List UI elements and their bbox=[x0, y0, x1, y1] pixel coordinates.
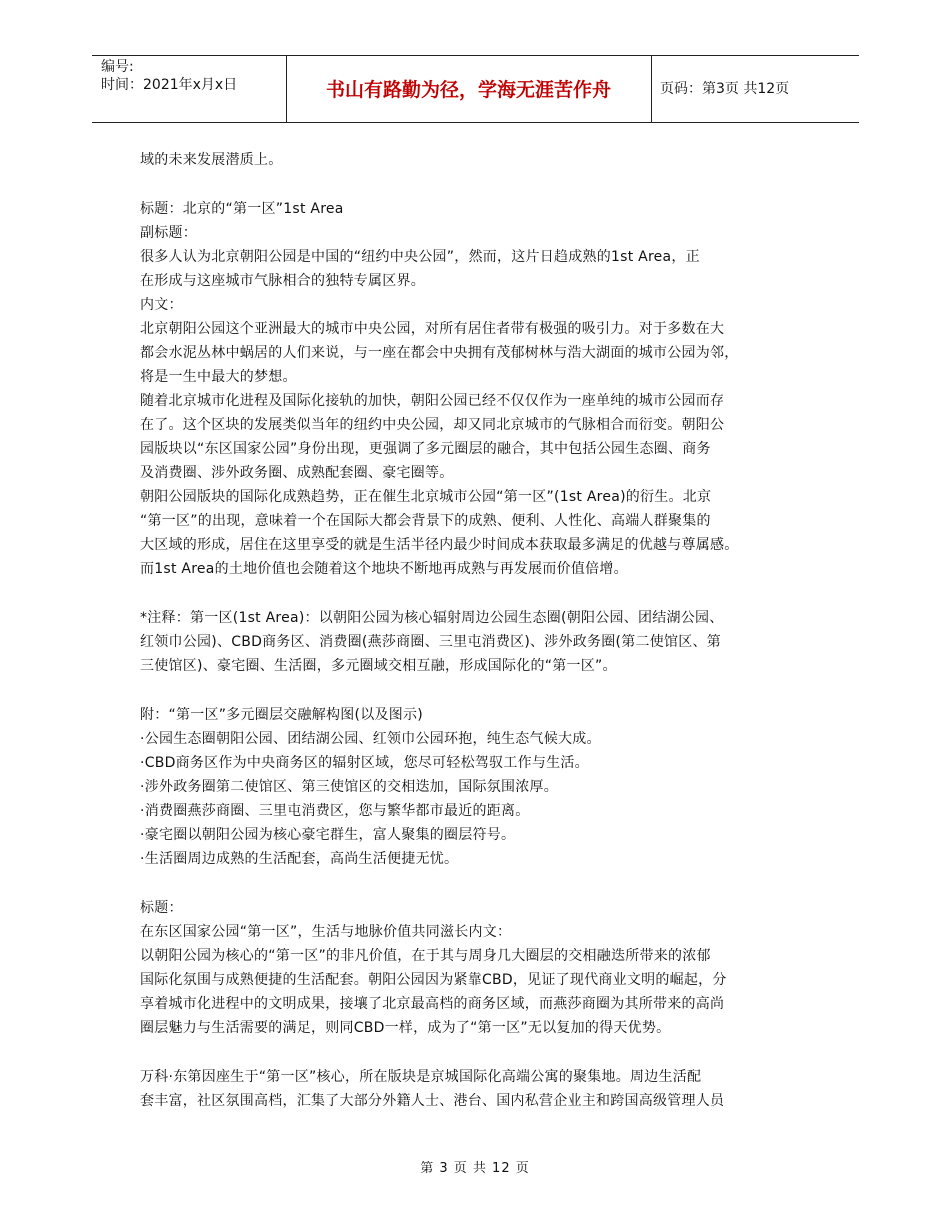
bullet-item: ·涉外政务圈第二使馆区、第三使馆区的交相迭加，国际氛围浓厚。 bbox=[140, 779, 558, 795]
annotation-line: *注释：第一区(1st Area)：以朝阳公园为核心辐射周边公园生态圈(朝阳公园、团结湖公园、 bbox=[140, 610, 724, 626]
document-time-label: 时间：2021年x月x日 bbox=[101, 77, 238, 93]
header-motto: 书山有路勤为径，学海无涯苦作舟 bbox=[325, 79, 611, 101]
body-line: 享着城市化进程中的文明成果，接壤了北京最高档的商务区域，而燕莎商圈为其所带来的高尚 bbox=[140, 996, 725, 1012]
document-number-label: 编号: bbox=[101, 59, 134, 75]
body-line: 套丰富，社区氛围高档，汇集了大部分外籍人士、港台、国内私营企业主和跨国高级管理人员 bbox=[140, 1093, 725, 1109]
bullet-item: ·生活圈周边成熟的生活配套，高尚生活便捷无忧。 bbox=[140, 851, 459, 867]
body-line: 域的未来发展潜质上。 bbox=[140, 152, 283, 168]
footer-page-number: 第 3 页 共 12 页 bbox=[420, 1161, 530, 1176]
body-line: 在形成与这座城市气脉相合的独特专属区界。 bbox=[140, 273, 425, 289]
bullet-item: ·豪宅圈以朝阳公园为核心豪宅群生，富人聚集的圈层符号。 bbox=[140, 827, 516, 843]
body-line: 在东区国家公园“第一区”，生活与地脉价值共同滋长内文： bbox=[140, 924, 512, 940]
section-title-line: 标题：北京的“第一区”1st Area bbox=[140, 201, 344, 217]
body-line: 园版块以“东区国家公园”身份出现，更强调了多元圈层的融合，其中包括公园生态圈、商务 bbox=[140, 441, 711, 457]
body-line: 很多人认为北京朝阳公园是中国的“纽约中央公园”，然而，这片日趋成熟的1st Area，正 bbox=[140, 249, 700, 265]
body-line: 都会水泥丛林中蜗居的人们来说，与一座在都会中央拥有茂郁树林与浩大湖面的城市公园为邻， bbox=[140, 345, 739, 361]
body-line: 朝阳公园版块的国际化成熟趋势，正在催生北京城市公园“第一区”(1st Area)的衍生。北京 bbox=[140, 489, 712, 505]
body-line: 随着北京城市化进程及国际化接轨的加快，朝阳公园已经不仅仅作为一座单纯的城市公园而存 bbox=[140, 393, 725, 409]
body-line: 以朝阳公园为核心的“第一区”的非凡价值，在于其与周身几大圈层的交相融迭所带来的浓郁 bbox=[140, 948, 711, 964]
bullet-item: ·CBD商务区作为中央商务区的辐射区域，您尽可轻松驾驭工作与生活。 bbox=[140, 755, 589, 771]
annotation-line: 三使馆区)、豪宅圈、生活圈，多元圈域交相互融，形成国际化的“第一区”。 bbox=[140, 658, 617, 674]
appendix-title: 附：“第一区”多元圈层交融解构图(以及图示) bbox=[140, 707, 423, 723]
bullet-item: ·公园生态圈朝阳公园、团结湖公园、红领巾公园环抱，纯生态气候大成。 bbox=[140, 731, 601, 747]
subtitle-label: 副标题： bbox=[140, 225, 197, 241]
body-line: 圈层魅力与生活需要的满足，则同CBD一样，成为了“第一区”无以复加的得天优势。 bbox=[140, 1020, 671, 1036]
body-line: 在了。这个区块的发展类似当年的纽约中央公园，却又同北京城市的气脉相合而衍变。朝阳公 bbox=[140, 417, 725, 433]
bullet-item: ·消费圈燕莎商圈、三里屯消费区，您与繁华都市最近的距离。 bbox=[140, 803, 530, 819]
section-title-line: 标题： bbox=[140, 900, 183, 916]
body-line: “第一区”的出现，意味着一个在国际大都会背景下的成熟、便利、人性化、高端人群聚集的 bbox=[140, 513, 711, 529]
annotation-line: 红领巾公园)、CBD商务区、消费圈(燕莎商圈、三里屯消费区)、涉外政务圈(第二使馆区、第 bbox=[140, 634, 722, 650]
body-line: 及消费圈、涉外政务圈、成熟配套圈、豪宅圈等。 bbox=[140, 465, 454, 481]
header-page-number: 页码：第3页 共12页 bbox=[660, 81, 790, 97]
body-line: 将是一生中最大的梦想。 bbox=[140, 369, 297, 385]
body-line: 大区域的形成，居住在这里享受的就是生活半径内最少时间成本获取最多满足的优越与尊属感。 bbox=[140, 537, 739, 553]
body-line: 万科·东第因座生于“第一区”核心，所在版块是京城国际化高端公寓的聚集地。周边生活配 bbox=[140, 1069, 702, 1085]
content-label: 内文： bbox=[140, 297, 183, 313]
body-line: 北京朝阳公园这个亚洲最大的城市中央公园，对所有居住者带有极强的吸引力。对于多数在大 bbox=[140, 321, 725, 337]
body-line: 而1st Area的土地价值也会随着这个地块不断地再成熟与再发展而价值倍增。 bbox=[140, 561, 628, 577]
body-line: 国际化氛围与成熟便捷的生活配套。朝阳公园因为紧靠CBD，见证了现代商业文明的崛起，分 bbox=[140, 972, 727, 988]
